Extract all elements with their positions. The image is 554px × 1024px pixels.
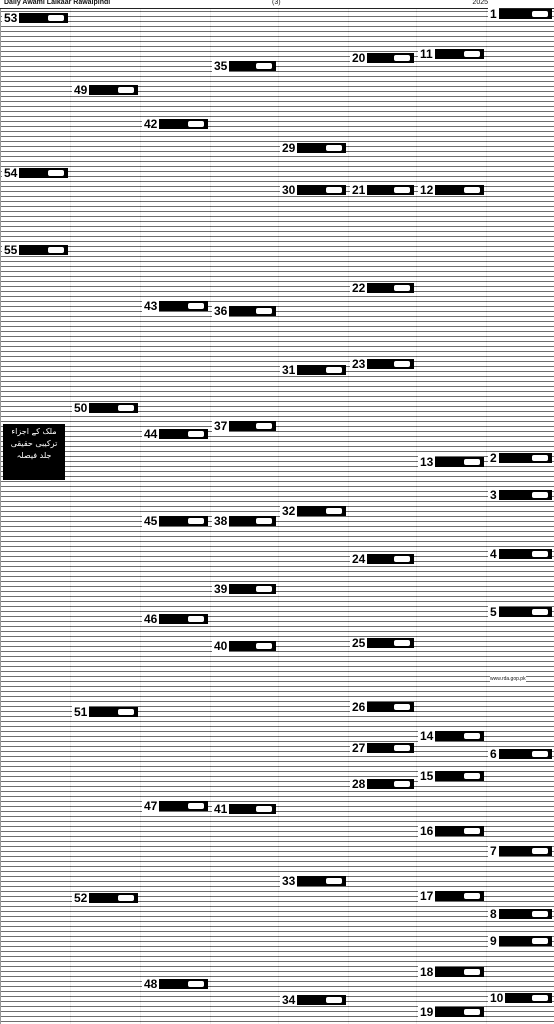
ad-marker-37: [212, 420, 276, 432]
ad-header-bar: [435, 457, 484, 467]
ad-header-bar: [19, 168, 68, 178]
ad-number: 44: [144, 427, 158, 441]
ad-header-bar: [159, 119, 208, 129]
ad-marker-30: [280, 184, 346, 196]
newspaper-name: Daily Awami Lalkaar Rawalpindi: [4, 0, 111, 6]
ad-marker-32: [280, 505, 346, 517]
ad-header-bar: [367, 53, 414, 63]
ad-marker-24: [350, 553, 414, 565]
ad-header-bar: [435, 826, 484, 836]
ad-marker-41: [212, 803, 276, 815]
ad-header-bar: [499, 846, 552, 856]
column-1: [486, 9, 554, 1024]
ad-header-bar: [367, 185, 414, 195]
ad-number: 45: [144, 514, 158, 528]
ad-number: 54: [4, 166, 18, 180]
ad-marker-43: [142, 300, 208, 312]
ad-number: 19: [420, 1005, 434, 1019]
ad-header-bar: [159, 516, 208, 526]
ad-header-bar: [229, 804, 276, 814]
ad-header-bar: [435, 771, 484, 781]
ad-number: 7: [490, 844, 497, 858]
ad-number: 18: [420, 965, 434, 979]
ad-header-bar: [499, 549, 552, 559]
ad-number: 1: [490, 7, 497, 21]
ad-marker-31: [280, 364, 346, 376]
ad-header-bar: [89, 85, 138, 95]
ad-marker-6: [488, 748, 552, 760]
column-8: [0, 9, 71, 1024]
ad-marker-45: [142, 515, 208, 527]
ad-number: 15: [420, 769, 434, 783]
page-number: (3): [272, 0, 281, 6]
ad-number: 33: [282, 874, 296, 888]
ad-header-bar: [229, 421, 276, 431]
ad-number: 14: [420, 729, 434, 743]
ad-number: 38: [214, 514, 228, 528]
ad-header-bar: [159, 429, 208, 439]
ad-marker-18: [418, 966, 484, 978]
ad-marker-51: [72, 706, 138, 718]
ad-header-bar: [435, 185, 484, 195]
ad-marker-47: [142, 800, 208, 812]
ad-marker-5: [488, 606, 552, 618]
ad-marker-23: [350, 358, 414, 370]
ad-number: 50: [74, 401, 88, 415]
ad-marker-52: [72, 892, 138, 904]
ad-header-bar: [435, 1007, 484, 1017]
ad-marker-2: [488, 452, 552, 464]
ad-header-bar: [297, 365, 346, 375]
ad-marker-54: [2, 167, 68, 179]
ad-marker-20: [350, 52, 414, 64]
ad-number: 39: [214, 582, 228, 596]
ad-marker-22: [350, 282, 414, 294]
column-2: [416, 9, 487, 1024]
ad-marker-39: [212, 583, 276, 595]
ad-number: 16: [420, 824, 434, 838]
ad-number: 17: [420, 889, 434, 903]
ad-header-bar: [229, 306, 276, 316]
ad-number: 26: [352, 700, 366, 714]
ad-header-bar: [159, 801, 208, 811]
ad-header-bar: [297, 143, 346, 153]
ad-marker-3: [488, 489, 552, 501]
ad-marker-9: [488, 935, 552, 947]
website-link[interactable]: www.rda.gop.pk: [490, 676, 526, 682]
ad-marker-21: [350, 184, 414, 196]
ad-number: 5: [490, 605, 497, 619]
ad-header-bar: [499, 607, 552, 617]
ad-header-bar: [19, 245, 68, 255]
ad-marker-55: [2, 244, 68, 256]
ad-header-bar: [499, 936, 552, 946]
ad-marker-46: [142, 613, 208, 625]
ad-header-bar: [435, 891, 484, 901]
ad-number: 32: [282, 504, 296, 518]
ad-header-bar: [89, 893, 138, 903]
ad-header-bar: [499, 909, 552, 919]
ad-header-bar: [89, 707, 138, 717]
ad-header-bar: [367, 702, 414, 712]
ad-marker-19: [418, 1006, 484, 1018]
ad-header-bar: [159, 614, 208, 624]
ad-header-bar: [229, 584, 276, 594]
ad-number: 37: [214, 419, 228, 433]
ad-header-bar: [499, 490, 552, 500]
ad-header-bar: [505, 993, 552, 1003]
ad-header-bar: [435, 49, 484, 59]
ad-marker-11: [418, 48, 484, 60]
ad-marker-50: [72, 402, 138, 414]
ad-header-bar: [367, 283, 414, 293]
ad-number: 10: [490, 991, 504, 1005]
ad-number: 13: [420, 455, 434, 469]
ad-number: 48: [144, 977, 158, 991]
boxed-headline: [3, 424, 65, 480]
ad-marker-14: [418, 730, 484, 742]
ad-header-bar: [159, 301, 208, 311]
ad-header-bar: [367, 743, 414, 753]
ad-header-bar: [499, 749, 552, 759]
ad-number: 9: [490, 934, 497, 948]
ad-number: 42: [144, 117, 158, 131]
ad-number: 40: [214, 639, 228, 653]
ad-header-bar: [297, 506, 346, 516]
ad-marker-17: [418, 890, 484, 902]
ad-header-bar: [367, 359, 414, 369]
ad-marker-13: [418, 456, 484, 468]
column-7: [70, 9, 141, 1024]
ad-number: 51: [74, 705, 88, 719]
ad-number: 25: [352, 636, 366, 650]
ad-number: 24: [352, 552, 366, 566]
ad-marker-29: [280, 142, 346, 154]
ad-marker-27: [350, 742, 414, 754]
ad-number: 52: [74, 891, 88, 905]
ad-number: 28: [352, 777, 366, 791]
ad-number: 46: [144, 612, 158, 626]
ad-header-bar: [367, 554, 414, 564]
ad-marker-28: [350, 778, 414, 790]
ad-marker-12: [418, 184, 484, 196]
ad-marker-16: [418, 825, 484, 837]
ad-number: 4: [490, 547, 497, 561]
ad-header-bar: [229, 61, 276, 71]
ad-header-bar: [367, 638, 414, 648]
ad-marker-53: [2, 12, 68, 24]
ad-header-bar: [297, 876, 346, 886]
ad-marker-42: [142, 118, 208, 130]
ad-number: 41: [214, 802, 228, 816]
ad-marker-7: [488, 845, 552, 857]
ad-marker-33: [280, 875, 346, 887]
ad-marker-8: [488, 908, 552, 920]
ad-number: 49: [74, 83, 88, 97]
issue-year: 2025: [472, 0, 488, 6]
ad-marker-38: [212, 515, 276, 527]
ad-number: 29: [282, 141, 296, 155]
ad-marker-25: [350, 637, 414, 649]
ad-marker-1: [488, 8, 552, 20]
ad-marker-4: [488, 548, 552, 560]
ad-number: 12: [420, 183, 434, 197]
ad-number: 6: [490, 747, 497, 761]
ad-number: 8: [490, 907, 497, 921]
ad-number: 22: [352, 281, 366, 295]
ad-header-bar: [229, 516, 276, 526]
ad-number: 43: [144, 299, 158, 313]
ad-number: 53: [4, 11, 18, 25]
ad-marker-35: [212, 60, 276, 72]
ad-header-bar: [297, 995, 346, 1005]
column-3: [348, 9, 417, 1024]
ad-header-bar: [435, 967, 484, 977]
boxed-headline-text: ملک کے اجزاء ترکیبی حقیقی جلد فیصلہ: [10, 427, 58, 460]
ad-marker-48: [142, 978, 208, 990]
masthead-bar: [0, 0, 554, 9]
ad-number: 27: [352, 741, 366, 755]
ad-number: 2: [490, 451, 497, 465]
ad-number: 3: [490, 488, 497, 502]
ad-marker-40: [212, 640, 276, 652]
ad-number: 21: [352, 183, 366, 197]
ad-marker-34: [280, 994, 346, 1006]
ad-header-bar: [19, 13, 68, 23]
ad-number: 23: [352, 357, 366, 371]
ad-marker-44: [142, 428, 208, 440]
ad-number: 47: [144, 799, 158, 813]
ad-number: 55: [4, 243, 18, 257]
ad-header-bar: [499, 453, 552, 463]
ad-header-bar: [159, 979, 208, 989]
ad-number: 30: [282, 183, 296, 197]
ad-marker-15: [418, 770, 484, 782]
ad-number: 31: [282, 363, 296, 377]
ad-number: 35: [214, 59, 228, 73]
ad-header-bar: [367, 779, 414, 789]
ad-marker-49: [72, 84, 138, 96]
ad-number: 11: [420, 47, 433, 61]
ad-header-bar: [499, 9, 552, 19]
ad-marker-10: [488, 992, 552, 1004]
ad-marker-26: [350, 701, 414, 713]
ad-header-bar: [89, 403, 138, 413]
ad-number: 34: [282, 993, 296, 1007]
ad-header-bar: [297, 185, 346, 195]
ad-header-bar: [435, 731, 484, 741]
ad-number: 20: [352, 51, 366, 65]
ad-marker-36: [212, 305, 276, 317]
ad-header-bar: [229, 641, 276, 651]
ad-number: 36: [214, 304, 228, 318]
